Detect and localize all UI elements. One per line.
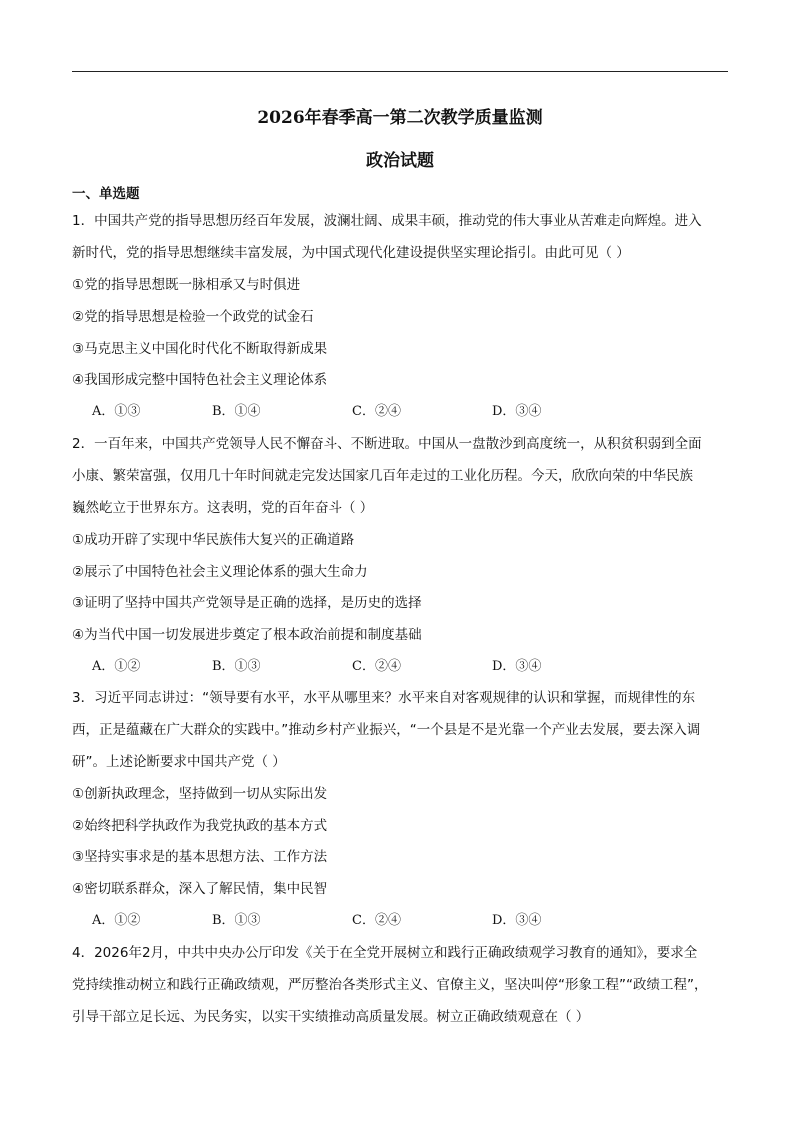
q3-option-a[interactable]: A．①② [92,913,141,928]
q3-stem-line: 研”。上述论断要求中国共产党（ ） [72,754,286,770]
q1-item: ①党的指导思想既一脉相承又与时俱进 [72,277,301,293]
q1-option-d[interactable]: D．③④ [492,404,542,419]
q2-item: ②展示了中国特色社会主义理论体系的强大生命力 [72,564,368,580]
q3-item: ②始终把科学执政作为我党执政的基本方式 [72,818,328,834]
q2-option-a[interactable]: A．①② [92,659,141,674]
exam-subtitle: 政治试题 [366,151,434,171]
q1-option-a[interactable]: A．①③ [92,404,141,419]
q1-stem-line: 新时代，党的指导思想继续丰富发展，为中国式现代化建设提供坚实理论指引。由此可见（ ） [72,245,630,261]
q3-option-c[interactable]: C．②④ [352,913,401,928]
q1-item: ④我国形成完整中国特色社会主义理论体系 [72,372,328,388]
q3-item: ④密切联系群众，深入了解民情，集中民智 [72,881,328,897]
header-rule [72,71,728,72]
q3-option-d[interactable]: D．③④ [492,913,542,928]
q3-stem-line: 西，正是蕴藏在广大群众的实践中。”推动乡村产业振兴，“一个县是不是光靠一个产业去发展，要去深入调 [72,722,701,738]
q1-option-b[interactable]: B．①④ [212,404,261,419]
q2-item: ④为当代中国一切发展进步奠定了根本政治前提和制度基础 [72,627,422,643]
q3-item: ③坚持实事求是的基本思想方法、工作方法 [72,849,328,865]
q2-stem-line: 2．一百年来，中国共产党领导人民不懈奋斗、不断进取。中国从一盘散沙到高度统一，从积贫积弱到全面 [72,436,702,452]
q4-stem-line: 党持续推动树立和践行正确政绩观，严厉整治各类形式主义、官僚主义，坚决叫停“形象工程”“政绩工程”， [72,977,708,993]
q1-item: ③马克思主义中国化时代化不断取得新成果 [72,341,328,357]
q3-item: ①创新执政理念，坚持做到一切从实际出发 [72,786,328,802]
q2-stem-line: 小康、繁荣富强，仅用几十年时间就走完发达国家几百年走过的工业化历程。今天，欣欣向荣的中华民族 [72,468,693,484]
q2-option-b[interactable]: B．①③ [212,659,261,674]
q4-stem-line: 4．2026年2月，中共中央办公厅印发《关于在全党开展树立和践行正确政绩观学习教育的通知》，要求全 [72,945,698,961]
section-heading: 一、单选题 [72,186,140,202]
q3-stem-line: 3．习近平同志讲过：“领导要有水平，水平从哪里来？水平来自对客观规律的认识和掌握，而规律性的东 [72,690,696,706]
q4-stem-line: 引导干部立足长远、为民务实，以实干实绩推动高质量发展。树立正确政绩观意在（ ） [72,1009,590,1025]
q2-item: ③证明了坚持中国共产党领导是正确的选择，是历史的选择 [72,595,422,611]
q2-item: ①成功开辟了实现中华民族伟大复兴的正确道路 [72,532,355,548]
q2-stem-line: 巍然屹立于世界东方。这表明，党的百年奋斗（ ） [72,500,374,516]
q1-option-c[interactable]: C．②④ [352,404,401,419]
q1-item: ②党的指导思想是检验一个政党的试金石 [72,309,314,325]
q3-option-b[interactable]: B．①③ [212,913,261,928]
q1-stem-line: 1．中国共产党的指导思想历经百年发展，波澜壮阔、成果丰硕，推动党的伟大事业从苦难走向辉煌。进入 [72,213,702,229]
exam-title: 2026年春季高一第二次教学质量监测 [257,108,543,128]
q2-option-d[interactable]: D．③④ [492,659,542,674]
q2-option-c[interactable]: C．②④ [352,659,401,674]
